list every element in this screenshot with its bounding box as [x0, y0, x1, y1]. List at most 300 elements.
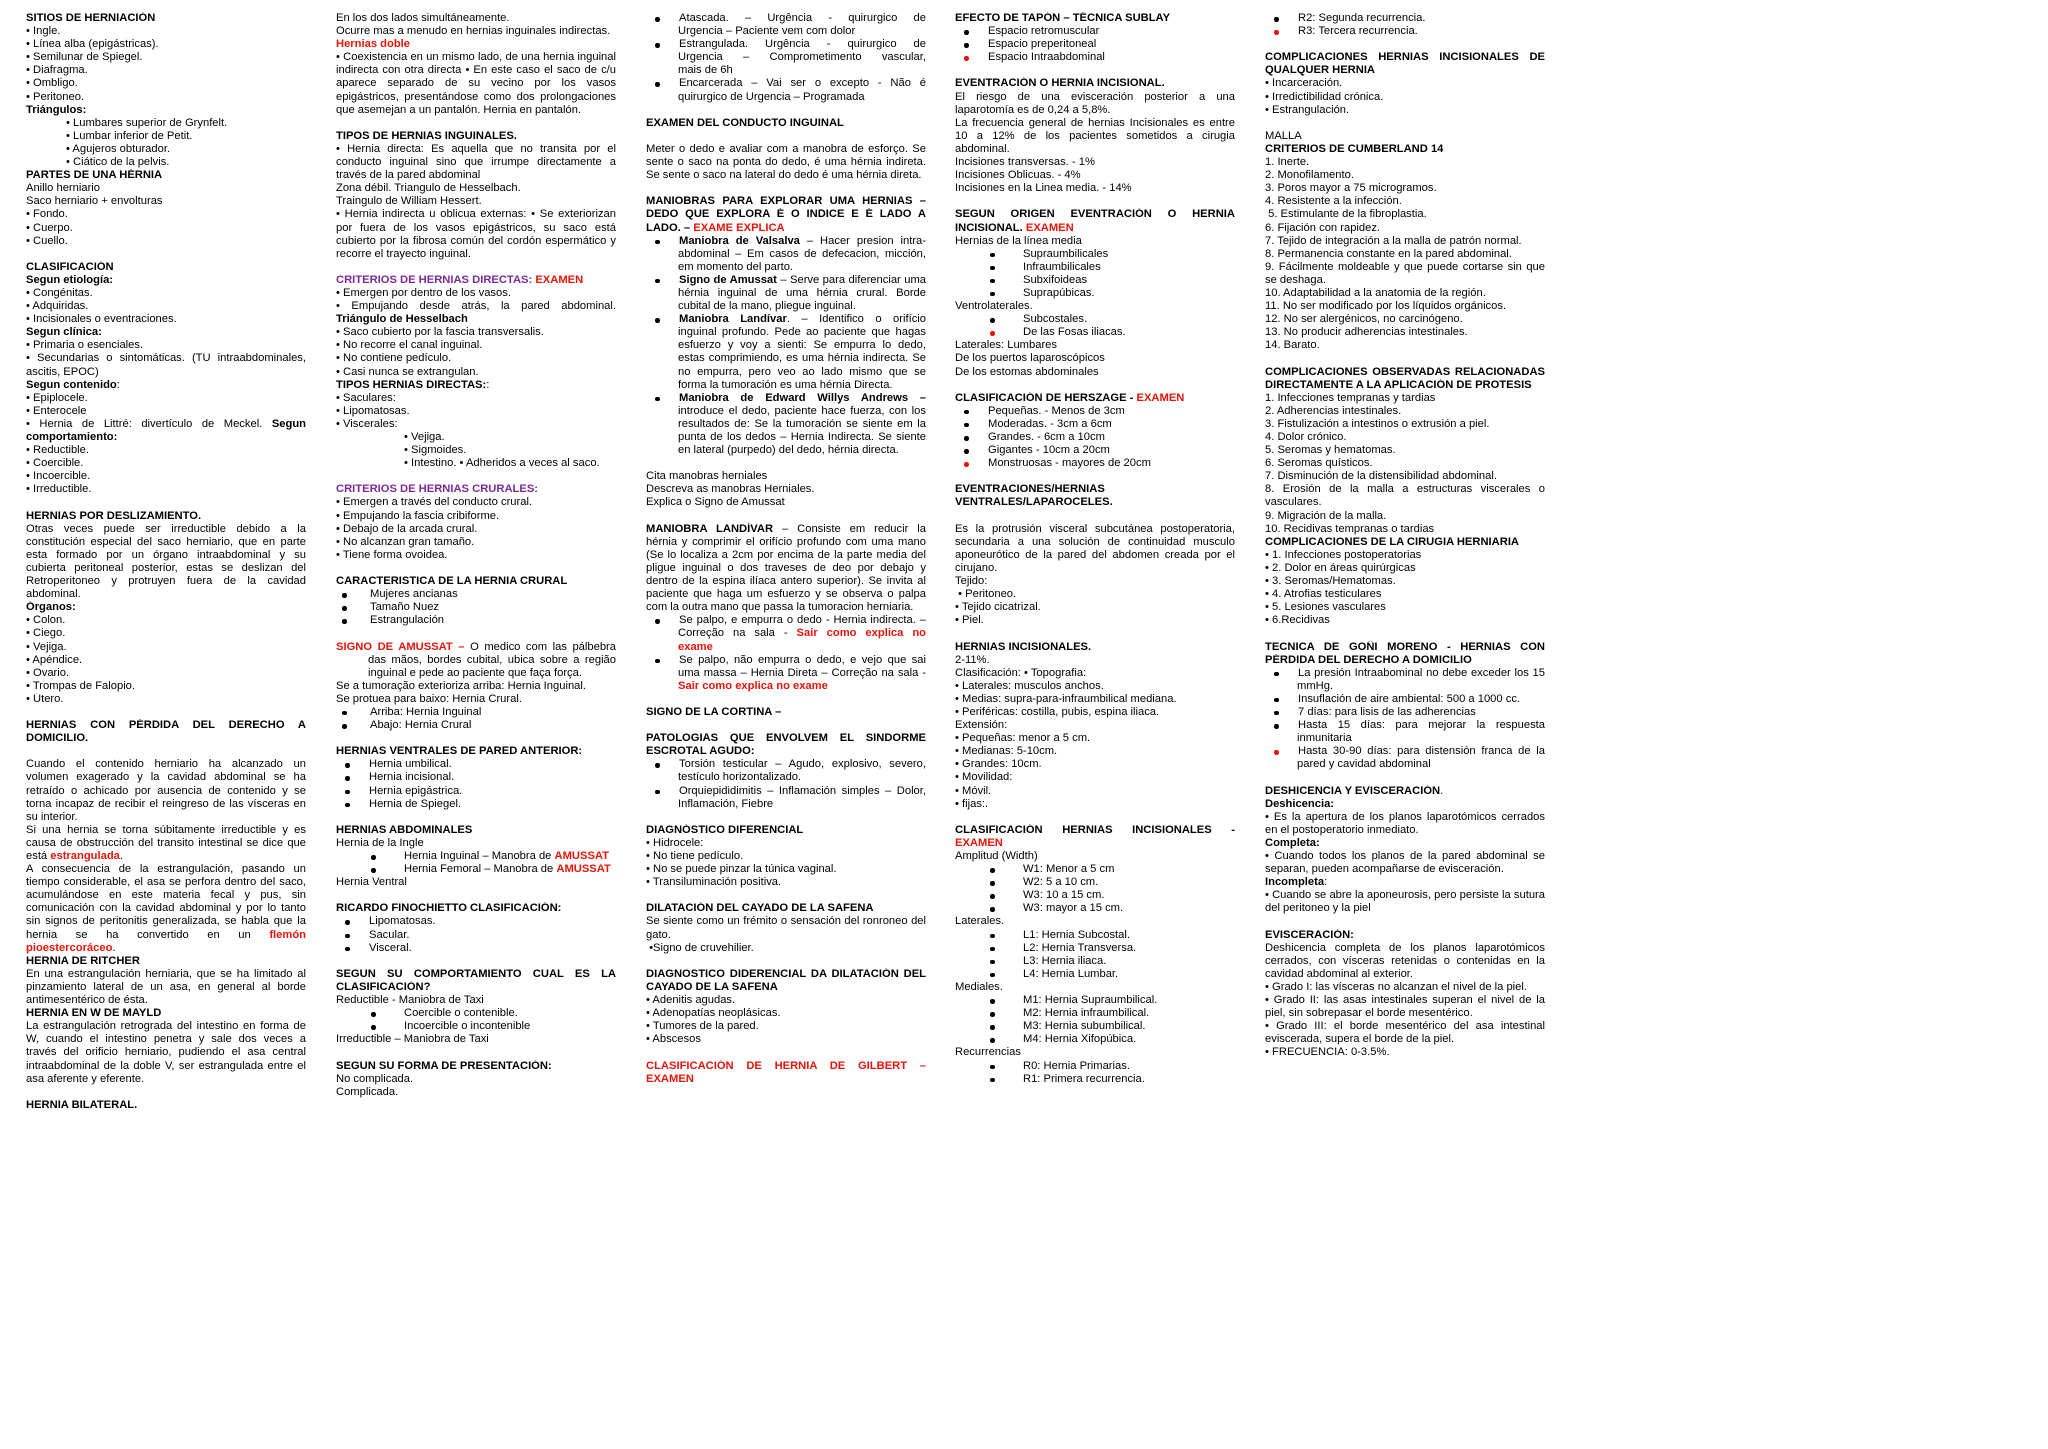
- text-run: De los estomas abdominales: [955, 365, 1099, 378]
- text-run: • 5. Lesiones vasculares: [1265, 601, 1386, 614]
- text-line: [336, 156, 616, 169]
- text-run: través de la pared abdominal: [336, 169, 481, 182]
- text-run: Complicada.: [336, 1085, 399, 1098]
- text-line: [336, 785, 616, 798]
- text-run: 9. Fácilmente moldeable y que puede cortarse sin que: [1265, 260, 1545, 273]
- text-run: • 6.Recidivas: [1265, 614, 1330, 627]
- text-run: hérnia y comprimir el orifício profundo com uma mano: [646, 535, 926, 548]
- text-run: EVENTRACIÓN O HERNIA INCISIONAL.: [955, 77, 1165, 90]
- text-run: 5. Seromas y hematomas.: [1265, 444, 1396, 457]
- text-line: [955, 942, 1235, 955]
- text-line: [336, 837, 616, 850]
- document-column-1: [26, 12, 306, 1112]
- text-run: EXAMEN: [535, 273, 584, 286]
- text-run: Lipomatosas.: [369, 915, 436, 928]
- text-run: Si una hernia se torna súbitamente irreductible y es: [26, 823, 306, 836]
- blank-line: [336, 261, 616, 274]
- text-line: [646, 654, 926, 667]
- text-line: [26, 431, 306, 444]
- text-line: [26, 680, 306, 693]
- text-line: [955, 955, 1235, 968]
- blank-line: [1265, 627, 1545, 640]
- text-run: gato.: [646, 928, 671, 941]
- text-run: • No contiene pedículo.: [336, 352, 452, 365]
- text-line: [955, 182, 1235, 195]
- text-line: [955, 208, 1235, 221]
- text-line: [336, 994, 616, 1007]
- text-line: [955, 38, 1235, 51]
- text-run: Clasificación: • Topografia:: [955, 666, 1087, 679]
- text-run: La frecuencia general de hernias Incisionales es entre: [955, 116, 1235, 129]
- text-run: 1. Infecciones tempranas y tardias: [1265, 391, 1436, 404]
- text-run: SEGUN SU COMPORTAMIENTO CUAL ES LA: [336, 967, 616, 980]
- text-line: [646, 300, 926, 313]
- text-line: [26, 968, 306, 981]
- text-line: [646, 261, 926, 274]
- text-line: [336, 366, 616, 379]
- text-run: Deshicencia:: [1265, 797, 1335, 810]
- blank-line: [336, 117, 616, 130]
- text-line: [336, 510, 616, 523]
- text-line: [26, 444, 306, 457]
- text-run: Hernia Femoral – Manobra de: [404, 863, 557, 876]
- text-run: VENTRALES/LAPAROCELES.: [955, 496, 1113, 509]
- text-run: separan, pueden acompañarse de evisceración.: [1265, 863, 1504, 876]
- text-run: EXAMEN: [646, 1072, 694, 1085]
- text-line: [955, 654, 1235, 667]
- text-line: [646, 758, 926, 771]
- text-line: [646, 339, 926, 352]
- text-line: [955, 496, 1235, 509]
- text-line: [646, 77, 926, 90]
- text-run: :: [486, 378, 490, 391]
- text-run: testículo horizontalizado.: [678, 771, 802, 784]
- text-line: [955, 431, 1235, 444]
- text-run: hérnia inguinal de uma hérnia crural. Borde: [678, 286, 926, 299]
- text-line: [1265, 300, 1545, 313]
- text-run: COMPLICACIONES HERNIAS INCISIONALES DE: [1265, 51, 1545, 64]
- text-line: [955, 91, 1235, 104]
- text-run: quirurgico de Urgencia – Programada: [678, 90, 865, 103]
- text-line: [955, 929, 1235, 942]
- text-line: [1265, 510, 1545, 523]
- text-line: [646, 287, 926, 300]
- text-line: [955, 641, 1235, 654]
- text-run: COMPLICACIONES OBSERVADAS RELACIONADAS: [1265, 365, 1545, 378]
- text-line: [26, 483, 306, 496]
- text-run: • 3. Seromas/Hematomas.: [1265, 575, 1396, 588]
- text-run: Espacio retromuscular: [988, 25, 1100, 38]
- text-line: [336, 405, 616, 418]
- text-run: secundaria a una solución de continuidad musculo: [955, 535, 1235, 548]
- text-run: indirecta con otra directa • En este caso el saco de c/u: [336, 64, 616, 77]
- text-run: En los dos lados simultáneamente.: [336, 12, 510, 24]
- text-run: Anillo herniario: [26, 182, 101, 195]
- text-line: [1265, 601, 1545, 614]
- text-line: [955, 457, 1235, 470]
- text-line: [26, 562, 306, 575]
- text-line: [646, 1007, 926, 1020]
- text-run: • Empujando la fascia cribiforme.: [336, 509, 500, 522]
- text-run: • Hernia directa: Es aquella que no transita por el: [336, 142, 616, 155]
- text-run: Cuando el contenido herniario ha alcanzado un: [26, 758, 306, 771]
- text-run: flemón: [269, 928, 306, 941]
- text-run: MALLA: [1265, 129, 1302, 142]
- text-run: aparece separado de su vecino por los vasos: [336, 77, 616, 90]
- blank-line: [336, 889, 616, 902]
- text-line: [1265, 929, 1545, 942]
- text-run: • Transiluminación positiva.: [646, 876, 782, 889]
- text-run: 3. Poros mayor a 75 microgramos.: [1265, 182, 1437, 195]
- text-run: • Incisionales o eventraciones.: [26, 313, 177, 326]
- text-run: • Ciego.: [26, 627, 66, 640]
- blank-line: [646, 130, 926, 143]
- text-run: Hernia de Spiegel.: [369, 797, 462, 810]
- text-line: [26, 771, 306, 784]
- text-line: [646, 25, 926, 38]
- text-line: [336, 235, 616, 248]
- text-run: TECNICA DE GOÑI MORENO - HERNIAS CON: [1265, 640, 1545, 653]
- text-line: [646, 968, 926, 981]
- text-line: [26, 549, 306, 562]
- text-line: [1265, 248, 1545, 261]
- text-line: [336, 339, 616, 352]
- text-run: • Congénitas.: [26, 286, 93, 299]
- text-line: [1265, 444, 1545, 457]
- text-run: •Signo de cruvehilier.: [646, 941, 754, 954]
- text-line: [646, 575, 926, 588]
- text-run: SITIOS DE HERNIACIÓN: [26, 12, 156, 24]
- text-run: ESCROTAL AGUDO:: [646, 745, 755, 758]
- text-line: [1265, 156, 1545, 169]
- text-run: Sacular.: [369, 928, 410, 941]
- text-line: [1265, 968, 1545, 981]
- text-run: .: [1440, 784, 1444, 797]
- text-run: • Coercible.: [26, 457, 84, 470]
- text-line: [26, 1099, 306, 1112]
- text-run: • Enterocele: [26, 404, 87, 417]
- text-run: AMUSSAT: [556, 863, 611, 876]
- blank-line: [1265, 915, 1545, 928]
- text-line: [955, 915, 1235, 928]
- text-run: Tejido:: [955, 575, 988, 588]
- text-run: :: [116, 378, 120, 391]
- text-run: 10 a 12% de los pacientes sometidos a cirugia: [955, 129, 1235, 142]
- text-run: • Útero.: [26, 692, 64, 705]
- text-run: Órganos:: [26, 601, 76, 614]
- text-run: cirujano.: [955, 561, 998, 574]
- text-run: torna incapaz de recibir el reingreso de las vísceras en: [26, 797, 306, 810]
- text-run: 6. Fijación con rapidez.: [1265, 221, 1381, 234]
- text-line: [1265, 850, 1545, 863]
- text-run: Sair como explica no exame: [678, 679, 828, 692]
- text-run: R2: Segunda recurrencia.: [1298, 12, 1426, 24]
- text-line: [26, 117, 306, 130]
- text-line: [646, 1020, 926, 1033]
- text-line: [336, 601, 616, 614]
- text-line: [646, 222, 926, 235]
- text-line: [1265, 1020, 1545, 1033]
- text-run: recorre el trayecto inguinal.: [336, 247, 471, 260]
- text-run: EXAME EXPLICA: [693, 221, 785, 234]
- text-run: Se palpo, e empurra o dedo - Hernia indirecta. –: [679, 614, 926, 627]
- text-line: [646, 352, 926, 365]
- text-line: [26, 156, 306, 169]
- text-run: Cita manobras herniales: [646, 470, 768, 483]
- text-run: M4: Hernia Xifopúbica.: [1023, 1033, 1137, 1046]
- blank-line: [336, 1046, 616, 1059]
- text-run: Deshicencia completa de los planos laparotómicos: [1265, 941, 1545, 954]
- text-line: [1265, 261, 1545, 274]
- text-line: [336, 1033, 616, 1046]
- text-line: [26, 208, 306, 221]
- text-line: [26, 392, 306, 405]
- blank-line: [646, 510, 926, 523]
- blank-line: [646, 955, 926, 968]
- text-line: [1265, 902, 1545, 915]
- text-line: [26, 863, 306, 876]
- text-line: [646, 313, 926, 326]
- text-line: [26, 942, 306, 955]
- text-run: En una estrangulación herniaria, que se ha limitado al: [26, 967, 306, 980]
- text-run: • Empujando desde atrás, la pared abdominal.: [336, 300, 616, 313]
- text-run: abdominal.: [26, 588, 81, 601]
- text-run: Atascada. – Urgência - quirurgico de: [679, 12, 926, 24]
- text-line: [26, 667, 306, 680]
- text-line: [646, 614, 926, 627]
- text-line: [955, 693, 1235, 706]
- blank-line: [646, 457, 926, 470]
- blank-line: [26, 745, 306, 758]
- text-run: punta de los dedos – Hernia Indirecta. Se siente: [678, 431, 926, 443]
- text-run: • Medianas: 5-10cm.: [955, 745, 1058, 758]
- text-line: [1265, 575, 1545, 588]
- text-run: PATOLOGIAS QUE ENVOLVEM EL SINDORME: [646, 732, 926, 745]
- text-run: Urgencia – Comprometimento vascular,: [678, 51, 926, 64]
- text-run: Hernia Inguinal – Manobra de: [404, 850, 555, 862]
- text-run: aponeurótico de la pared del abdomen creada por el: [955, 548, 1235, 561]
- text-run: no empurra, pero veo ao lado mismo que se: [678, 365, 926, 378]
- text-run: .: [119, 850, 124, 862]
- text-run: piel, sin sobrepasar el borde mesentérico.: [1265, 1007, 1473, 1020]
- text-line: [26, 601, 306, 614]
- text-run: 7 días: para lisis de las adherencias: [1298, 705, 1476, 718]
- text-line: [646, 470, 926, 483]
- text-run: Sair como explica no: [796, 627, 926, 640]
- text-run: Pequeñas. - Menos de 3cm: [988, 404, 1125, 417]
- text-run: SEGUN SU FORMA DE PRESENTACIÓN:: [336, 1059, 552, 1072]
- text-run: • Semilunar de Spiegel.: [26, 51, 143, 64]
- text-run: – Hacer presion intra-: [799, 234, 926, 247]
- text-run: • Secundarias o sintomáticas. (TU intraabdominales,: [26, 352, 306, 365]
- text-run: De las Fosas iliacas.: [1023, 326, 1126, 339]
- text-run: Suprapúbicas.: [1023, 286, 1095, 299]
- text-line: [955, 667, 1235, 680]
- text-run: Reductible - Maniobra de Taxi: [336, 994, 484, 1007]
- text-line: [336, 798, 616, 811]
- text-line: [26, 981, 306, 994]
- text-line: [1265, 706, 1545, 719]
- text-line: [26, 313, 306, 326]
- text-line: [955, 968, 1235, 981]
- text-run: • Ciático de la pelvis.: [66, 156, 170, 169]
- text-line: [26, 366, 306, 379]
- text-line: [1265, 536, 1545, 549]
- text-line: [26, 785, 306, 798]
- text-run: • Tumores de la pared.: [646, 1020, 759, 1033]
- text-run: 6. Seromas quísticos.: [1265, 457, 1373, 470]
- text-line: [26, 38, 306, 51]
- text-run: exame: [678, 640, 713, 653]
- text-run: antimesentérico de ésta.: [26, 994, 148, 1007]
- blank-line: [1265, 38, 1545, 51]
- text-run: Monstruosas - mayores de 20cm: [988, 457, 1151, 470]
- text-run: sente o saco na ponta do dedo, é uma hérnia indireta.: [646, 156, 926, 169]
- text-line: [336, 680, 616, 693]
- text-line: [26, 1073, 306, 1086]
- text-line: [336, 91, 616, 104]
- text-line: [336, 169, 616, 182]
- text-line: [955, 143, 1235, 156]
- text-line: [1265, 1046, 1545, 1059]
- text-run: vasculares.: [1265, 496, 1322, 509]
- text-run: • No alcanzan gran tamaño.: [336, 535, 475, 548]
- text-run: Incisiones transversas. - 1%: [955, 156, 1095, 169]
- text-run: • Grado III: el borde mesentérico del asa intestinal: [1265, 1020, 1545, 1033]
- text-run: CRITERIOS DE CUMBERLAND 14: [1265, 142, 1444, 155]
- text-line: [955, 1033, 1235, 1046]
- text-run: • Apéndice.: [26, 653, 83, 666]
- text-line: [955, 785, 1235, 798]
- text-run: estas comprimiendo, es uma hérnia indirecta. Se: [678, 352, 926, 365]
- text-line: [955, 562, 1235, 575]
- text-line: [646, 91, 926, 104]
- text-run: • Peritoneo.: [955, 588, 1017, 601]
- text-line: [336, 51, 616, 64]
- text-run: das mãos, bordes cubital, ubica sobre a região: [368, 653, 616, 666]
- text-line: [955, 483, 1235, 496]
- text-run: cubierto por la fibrosa común del cordón espermático y: [336, 234, 616, 247]
- text-line: [26, 169, 306, 182]
- text-run: esta formado por un órgano intraabdominal y su: [26, 548, 306, 561]
- text-run: Hasta 30-90 días: para distensión franca de la: [1298, 745, 1545, 758]
- text-run: • Colon.: [26, 614, 66, 627]
- text-run: Hernias doble: [336, 38, 410, 51]
- text-line: [955, 287, 1235, 300]
- text-line: [26, 876, 306, 889]
- text-run: • Incoercible.: [26, 470, 91, 483]
- text-run: • Cuando se abre la aponeurosis, pero persiste la sutura: [1265, 889, 1545, 902]
- text-run: • Casi nunca se extrangulan.: [336, 365, 479, 378]
- text-line: [646, 562, 926, 575]
- text-line: [26, 889, 306, 902]
- text-line: [26, 798, 306, 811]
- text-line: [1265, 863, 1545, 876]
- text-run: retraído o achicado por ausencia de contenido y se: [26, 784, 306, 797]
- text-line: [646, 1033, 926, 1046]
- text-run: • Grado II: las asas intestinales superan el nivel de la: [1265, 994, 1545, 1007]
- text-line: [336, 313, 616, 326]
- blank-line: [26, 706, 306, 719]
- text-line: [646, 627, 926, 640]
- text-run: Segun: [271, 417, 306, 430]
- text-run: HERNIA BILATERAL.: [26, 1098, 138, 1111]
- text-line: [336, 444, 616, 457]
- text-line: [26, 12, 306, 25]
- text-line: [955, 77, 1235, 90]
- text-run: Grandes. - 6cm a 10cm: [988, 431, 1105, 443]
- text-line: [955, 575, 1235, 588]
- text-line: [1265, 418, 1545, 431]
- text-run: DEDO QUE EXPLORA É O INDICE E É LADO A: [646, 208, 926, 221]
- blank-line: [646, 182, 926, 195]
- text-run: • 4. Atrofias testiculares: [1265, 588, 1382, 601]
- text-run: se deshaga.: [1265, 273, 1326, 286]
- text-run: (Se lo localiza a 2cm por encima de la parte media del: [646, 548, 926, 561]
- text-line: [646, 837, 926, 850]
- text-run: Hernia umbilical.: [369, 758, 452, 771]
- text-line: [1265, 25, 1545, 38]
- text-run: • Ombligo.: [26, 77, 78, 90]
- text-line: [26, 287, 306, 300]
- text-run: L1: Hernia Subcostal.: [1023, 928, 1130, 941]
- text-run: pinzamiento lateral de un asa, en general al borde: [26, 980, 306, 993]
- text-line: [336, 12, 616, 25]
- text-line: [336, 1020, 616, 1033]
- text-run: PÉRDIDA DEL DERECHO A DOMICILIO: [1265, 653, 1472, 666]
- text-run: 2. Monofilamento.: [1265, 169, 1354, 182]
- text-run: Infraumbilicales: [1023, 260, 1101, 273]
- text-line: [26, 523, 306, 536]
- text-line: [955, 732, 1235, 745]
- text-line: [955, 771, 1235, 784]
- blank-line: [955, 811, 1235, 824]
- text-line: [1265, 667, 1545, 680]
- text-run: MANIOBRA LANDÍVAR: [646, 522, 774, 535]
- text-run: 4. Resistente a la infección.: [1265, 195, 1402, 208]
- text-run: • Diafragma.: [26, 64, 88, 77]
- text-run: 10. Recidivas tempranas o tardias: [1265, 522, 1435, 535]
- text-run: Coercible o contenible.: [404, 1007, 518, 1020]
- text-run: • Debajo de la arcada crural.: [336, 522, 478, 535]
- text-run: • Adenopatías neoplásicas.: [646, 1007, 781, 1020]
- text-run: M3: Hernia subumbilical.: [1023, 1020, 1146, 1033]
- blank-line: [1265, 117, 1545, 130]
- text-line: [1265, 562, 1545, 575]
- text-line: [646, 483, 926, 496]
- text-run: CRITERIOS DE HERNIAS CRURALES:: [336, 483, 539, 496]
- text-line: [646, 405, 926, 418]
- text-run: SIGNO DE LA CORTINA –: [646, 705, 782, 718]
- text-run: Traingulo de William Hessert.: [336, 195, 482, 208]
- text-line: [336, 915, 616, 928]
- text-line: [955, 863, 1235, 876]
- text-run: CARACTERISTICA DE LA HERNIA CRURAL: [336, 575, 568, 588]
- text-run: • 2. Dolor en áreas quirúrgicas: [1265, 561, 1416, 574]
- text-line: [336, 523, 616, 536]
- text-run: epigástricos, presentándose como dos prolongaciones: [336, 90, 616, 103]
- text-run: 11. No ser modificado por los líquidos orgánicos.: [1265, 300, 1507, 313]
- text-line: [1265, 588, 1545, 601]
- text-run: A consecuencia de la estrangulación, pasando un: [26, 863, 306, 876]
- text-line: [1265, 889, 1545, 902]
- text-run: Laterales: Lumbares: [955, 339, 1057, 352]
- text-line: [955, 339, 1235, 352]
- text-run: en lateral (purpedo) del dedo, hérnia directa.: [678, 444, 899, 457]
- text-line: [336, 25, 616, 38]
- text-run: inguinal profundo. Pede ao paciente que hagas: [678, 326, 926, 339]
- text-line: [336, 654, 616, 667]
